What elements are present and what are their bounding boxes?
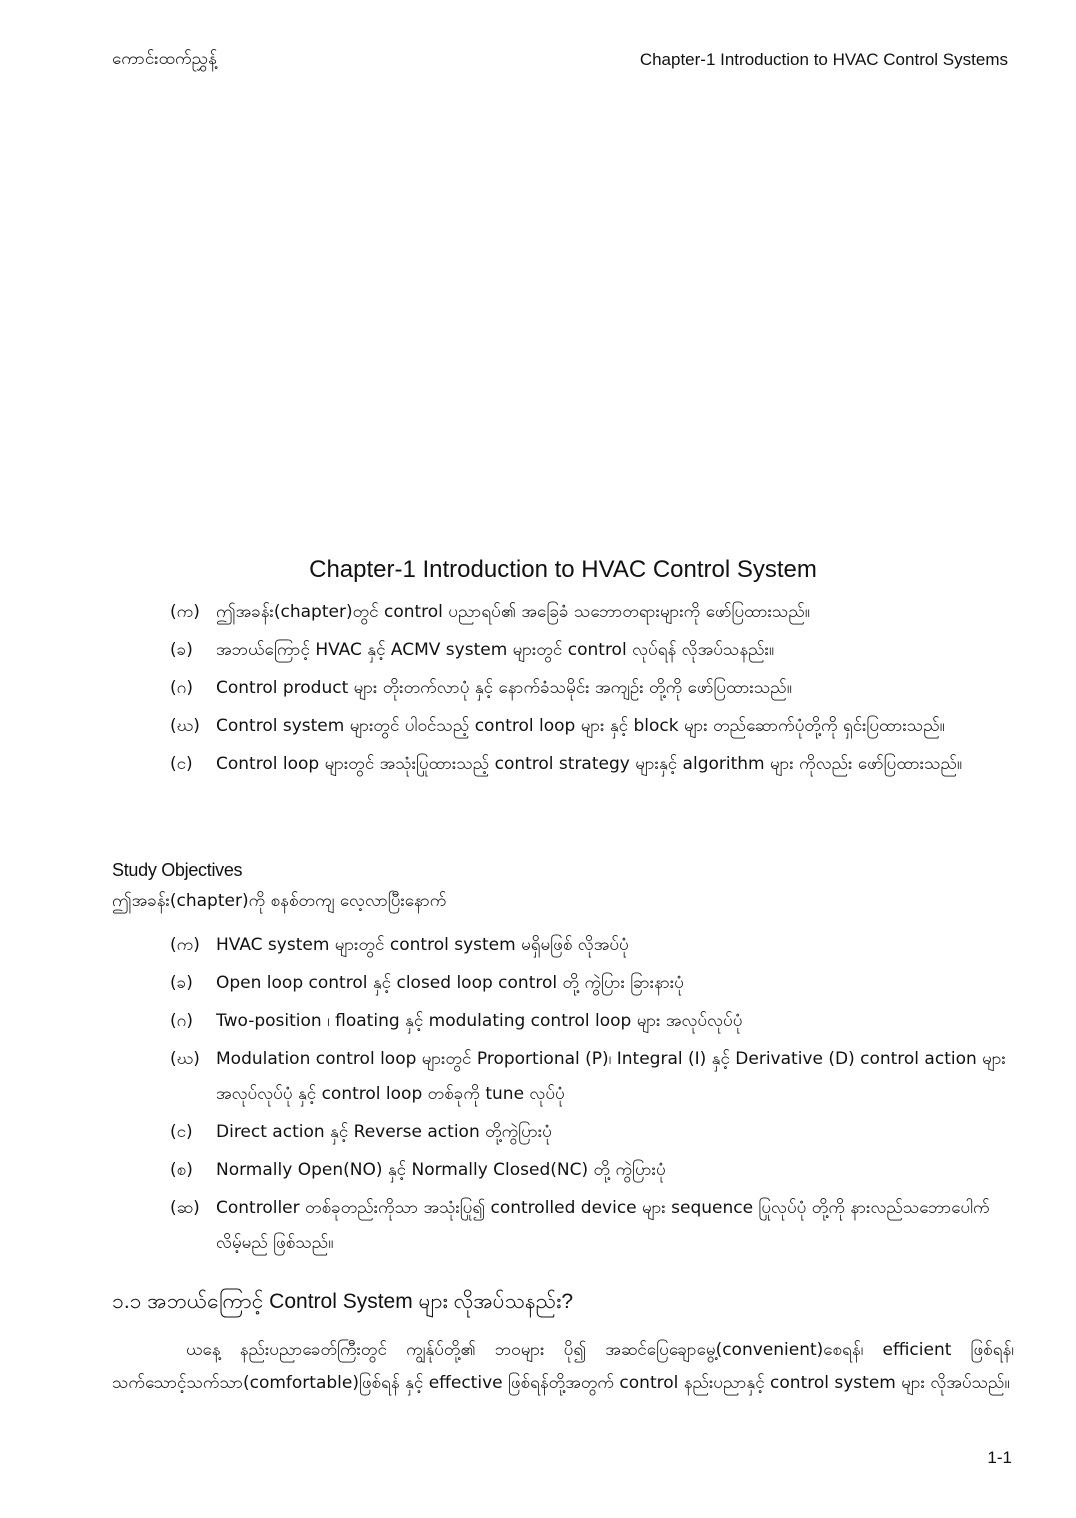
list-item-text: အဘယ်ကြောင့် HVAC နှင့် ACMV system များတွင် control လုပ်ရန် လိုအပ်သနည်း။ <box>216 640 775 660</box>
list-item <box>170 672 1015 704</box>
list-item <box>170 928 1015 963</box>
list-marker: (ဆ) <box>170 1198 200 1218</box>
list-item <box>170 634 1015 666</box>
list-item <box>170 748 1015 780</box>
list-item-text: Control product များ တိုးတက်လာပုံ နှင့် နောက်ခံသမိုင်း အကျဉ်း တို့ကို ဖော်ပြထားသည်။ <box>216 678 792 698</box>
list-item <box>170 710 1015 742</box>
list-item-text: Direct action နှင့် Reverse action တို့ကွဲပြားပုံ <box>216 1122 552 1142</box>
list-marker: (စ) <box>170 1160 193 1180</box>
list-item <box>170 1153 1015 1188</box>
chapter-title: Chapter-1 Introduction to HVAC Control System <box>309 556 817 583</box>
study-objectives-list <box>170 928 1015 1264</box>
list-item-text: Two-position ၊ floating နှင့် modulating control loop များ အလုပ်လုပ်ပုံ <box>216 1011 743 1031</box>
list-item-text: Modulation control loop များတွင် Proportional (P)၊ Integral (I) နှင့် Derivative (D) control action များ အလုပ်လုပ်ပုံ နှင့် control loop တစ်ခုကို tune လုပ်ပုံ <box>216 1049 1006 1104</box>
section-paragraph: ယနေ့ နည်းပညာခေတ်ကြီးတွင် ကျွန်ုပ်တို့၏ ဘဝများ ပို၍ အဆင်ပြေချောမွေ့(convenient)စေရန်၊ efficient ဖြစ်ရန်၊ သက်သောင့်သက်သာ(comfortable)ဖြစ်ရန် နှင့် effective ဖြစ်ရန်တို့အတွက် control နည်းပညာနှင့် control system များ လိုအပ်သည်။ <box>112 1340 1014 1393</box>
list-marker: (ခ) <box>170 640 193 660</box>
study-objectives-intro: ဤအခန်း(chapter)ကို စနစ်တကျ လေ့လာပြီးနောက် <box>112 891 447 911</box>
list-item <box>170 1042 1015 1112</box>
study-objectives-heading: Study Objectives <box>112 860 243 880</box>
list-marker: (ခ) <box>170 973 193 993</box>
list-marker: (ဃ) <box>170 1049 200 1069</box>
list-item-text: Normally Open(NO) နှင့် Normally Closed(NC) တို့ ကွဲပြားပုံ <box>216 1160 666 1180</box>
list-item-text: Controller တစ်ခုတည်းကိုသာ အသုံးပြု၍ controlled device များ sequence ပြုလုပ်ပုံ တို့ကို နားလည်သဘောပေါက်လိမ့်မည် ဖြစ်သည်။ <box>216 1198 990 1253</box>
list-item <box>170 1191 1015 1261</box>
list-item <box>170 966 1015 1001</box>
list-item-text: ဤအခန်း(chapter)တွင် control ပညာရပ်၏ အခြေခံ သဘောတရားများကို ဖော်ပြထားသည်။ <box>216 602 810 622</box>
page-number: 1-1 <box>987 1448 1012 1467</box>
list-marker: (င) <box>170 754 193 774</box>
list-item-text: Control system များတွင် ပါဝင်သည့် control loop များ နှင့် block များ တည်ဆောက်ပုံတို့ကို ရှင်းပြထားသည်။ <box>216 716 945 736</box>
list-marker: (ဂ) <box>170 678 193 698</box>
list-marker: (ဃ) <box>170 716 200 736</box>
list-item-text: HVAC system များတွင် control system မရှိမဖြစ် လိုအပ်ပုံ <box>216 935 629 955</box>
list-item-text: Open loop control နှင့် closed loop control တို့ ကွဲပြား ခြားနားပုံ <box>216 973 684 993</box>
chapter-overview-list <box>170 596 1015 786</box>
header-chapter-title: Chapter-1 Introduction to HVAC Control Systems <box>639 50 1008 69</box>
list-marker: (ဂ) <box>170 1011 193 1031</box>
list-item-text: Control loop များတွင် အသုံးပြုထားသည့် control strategy များနှင့် algorithm များ ကိုလည်း ဖော်ပြထားသည်။ <box>216 754 963 774</box>
list-marker: (က) <box>170 602 200 622</box>
header-author: ကောင်းထက်ညွှန့် <box>112 49 217 69</box>
section-heading: ၁.၁ အဘယ်ကြောင့် Control System များ လိုအပ်သနည်း? <box>112 1290 574 1313</box>
list-marker: (က) <box>170 935 200 955</box>
list-item <box>170 596 1015 628</box>
list-item <box>170 1004 1015 1039</box>
list-marker: (င) <box>170 1122 193 1142</box>
list-item <box>170 1115 1015 1150</box>
